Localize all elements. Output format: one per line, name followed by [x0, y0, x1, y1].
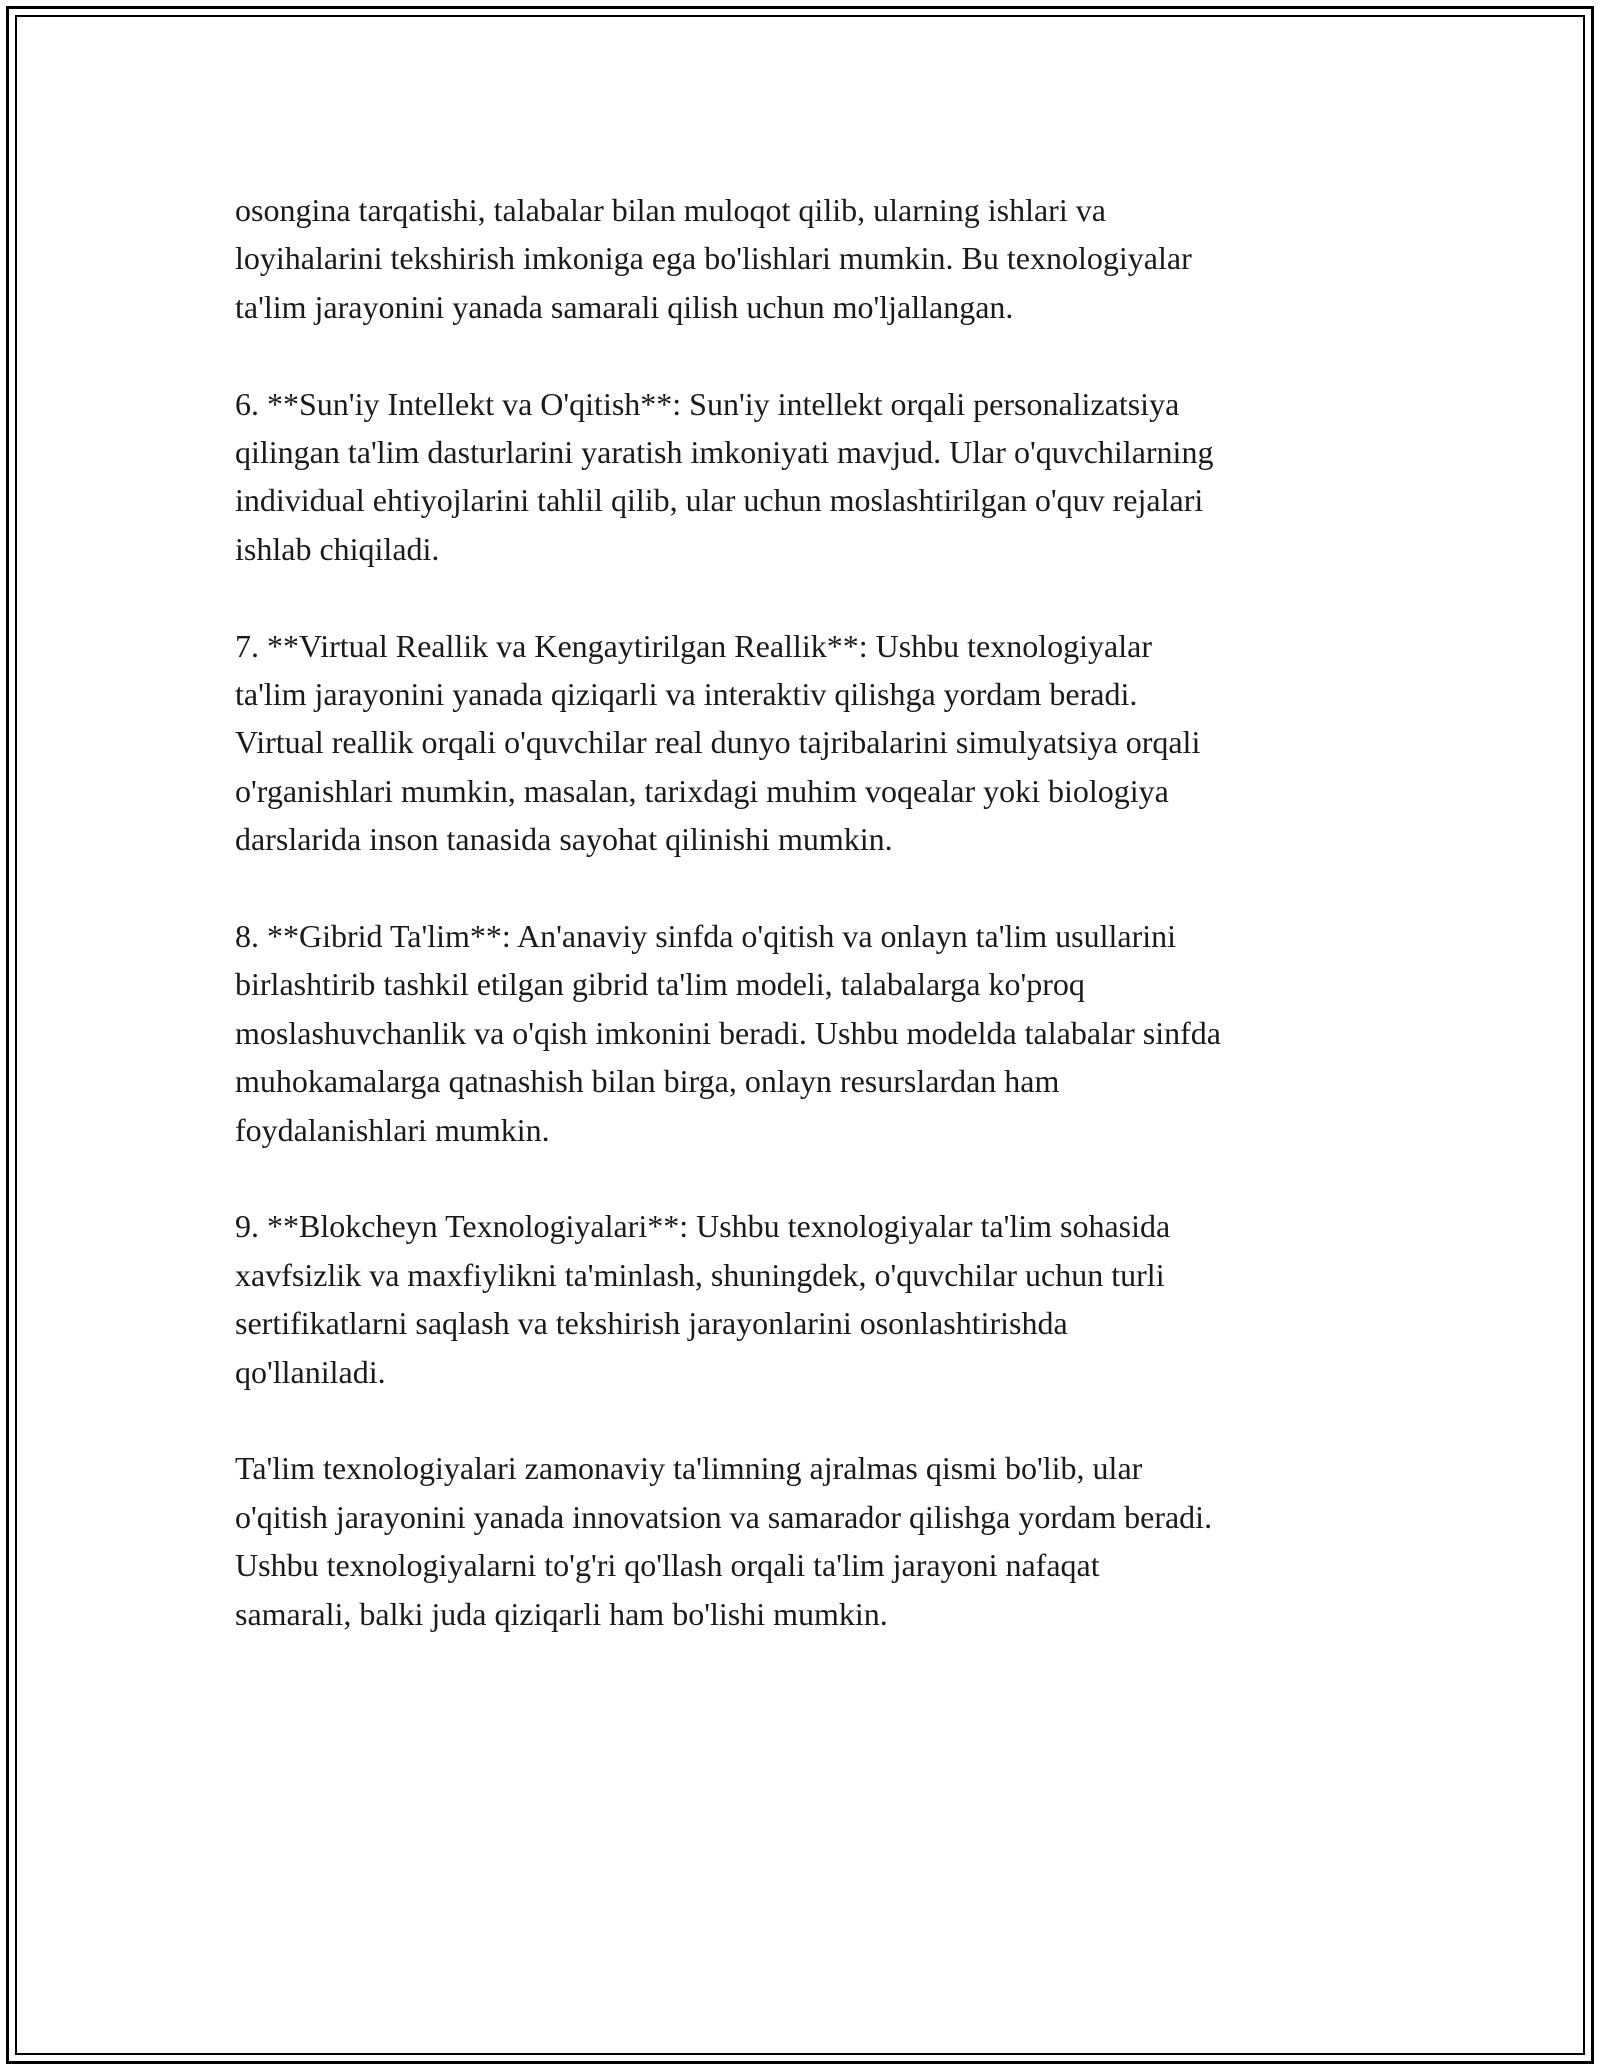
- text-line: ishlab chiqiladi.: [235, 530, 440, 567]
- text-line: 7. **Virtual Reallik va Kengaytirilgan Reallik**: Ushbu texnologiyalar: [235, 627, 1152, 664]
- text-line: Ta'lim texnologiyalari zamonaviy ta'limning ajralmas qismi bo'lib, ular: [235, 1450, 1143, 1487]
- paragraph-item-9: [235, 1202, 1385, 1396]
- text-line: loyihalarini tekshirish imkoniga ega bo'lishlari mumkin. Bu texnologiyalar: [235, 240, 1192, 277]
- text-line: ta'lim jarayonini yanada qiziqarli va interaktiv qilishga yordam beradi.: [235, 676, 1138, 713]
- paragraph-conclusion: [235, 1444, 1385, 1638]
- text-line: qo'llaniladi.: [235, 1353, 386, 1390]
- text-line: individual ehtiyojlarini tahlil qilib, ular uchun moslashtirilgan o'quv rejalari: [235, 482, 1204, 519]
- text-line: foydalanishlari mumkin.: [235, 1111, 550, 1148]
- text-line: osongina tarqatishi, talabalar bilan muloqot qilib, ularning ishlari va: [235, 192, 1106, 228]
- text-line: o'rganishlari mumkin, masalan, tarixdagi muhim voqealar yoki biologiya: [235, 772, 1169, 809]
- text-line: Virtual reallik orqali o'quvchilar real dunyo tajribalarini simulyatsiya orqali: [235, 724, 1201, 761]
- text-line: moslashuvchanlik va o'qish imkonini beradi. Ushbu modelda talabalar sinfda: [235, 1014, 1221, 1051]
- text-line: samarali, balki juda qiziqarli ham bo'lishi mumkin.: [235, 1595, 888, 1632]
- text-line: 9. **Blokcheyn Texnologiyalari**: Ushbu texnologiyalar ta'lim sohasida: [235, 1208, 1171, 1245]
- text-line: muhokamalarga qatnashish bilan birga, onlayn resurslardan ham: [235, 1063, 1060, 1100]
- text-line: o'qitish jarayonini yanada innovatsion va samarador qilishga yordam beradi.: [235, 1498, 1213, 1535]
- paragraph-item-6: [235, 380, 1385, 574]
- text-line: qilingan ta'lim dasturlarini yaratish imkoniyati mavjud. Ular o'quvchilarning: [235, 434, 1214, 471]
- text-line: ta'lim jarayonini yanada samarali qilish uchun mo'ljallangan.: [235, 288, 1014, 325]
- document-body: [235, 186, 1385, 1687]
- text-line: 6. **Sun'iy Intellekt va O'qitish**: Sun'iy intellekt orqali personalizatsiya: [235, 385, 1180, 422]
- text-line: Ushbu texnologiyalarni to'g'ri qo'llash orqali ta'lim jarayoni nafaqat: [235, 1547, 1100, 1584]
- paragraph-item-7: [235, 622, 1385, 864]
- text-line: birlashtirib tashkil etilgan gibrid ta'lim modeli, talabalarga ko'proq: [235, 966, 1085, 1003]
- paragraph-item-8: [235, 912, 1385, 1154]
- text-line: darslarida inson tanasida sayohat qilinishi mumkin.: [235, 821, 893, 858]
- text-line: 8. **Gibrid Ta'lim**: An'anaviy sinfda o'qitish va onlayn ta'lim usullarini: [235, 918, 1177, 955]
- text-line: sertifikatlarni saqlash va tekshirish jarayonlarini osonlashtirishda: [235, 1305, 1068, 1342]
- text-line: xavfsizlik va maxfiylikni ta'minlash, shuningdek, o'quvchilar uchun turli: [235, 1256, 1165, 1293]
- paragraph-intro-continuation: [235, 186, 1385, 331]
